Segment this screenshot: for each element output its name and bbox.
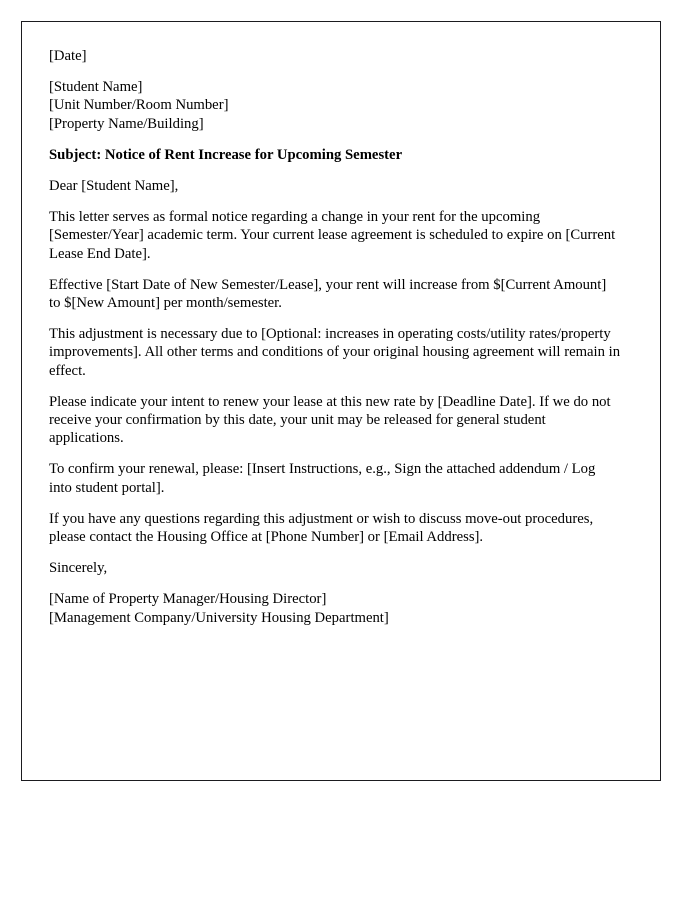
paragraph-renewal-instructions: To confirm your renewal, please: [Insert Instructions, e.g., Sign the attached addendum / Log into student portal]. xyxy=(49,461,596,496)
signature-block xyxy=(49,590,621,626)
paragraph-lease-expiration-notice: This letter serves as formal notice regarding a change in your rent for the upcoming [Semester/Year] academic term. Your current lease agreement is scheduled to expire on [Current Lease End Date]. xyxy=(49,209,616,262)
paragraph-adjustment-reason: This adjustment is necessary due to [Optional: increases in operating costs/utility rates/property improvements]. All other terms and conditions of your original housing agreement will remain in effect. xyxy=(49,326,621,379)
recipient-line-property-name: [Property Name/Building] xyxy=(49,115,204,132)
recipient-address-block xyxy=(49,78,621,133)
date-line: [Date] xyxy=(49,48,87,64)
letter-content xyxy=(49,47,621,627)
signature-line-company-name: [Management Company/University Housing Department] xyxy=(49,609,389,626)
paragraph-renewal-deadline: Please indicate your intent to renew your lease at this new rate by [Deadline Date]. If we do not receive your confirmation by this date, your unit may be released for general student applications. xyxy=(49,393,611,447)
paragraph-rent-increase-amount: Effective [Start Date of New Semester/Lease], your rent will increase from $[Current Amount] to $[New Amount] per month/semester. xyxy=(49,276,607,312)
closing-line: Sincerely, xyxy=(49,560,108,577)
recipient-line-unit-number: [Unit Number/Room Number] xyxy=(49,97,229,114)
salutation-line: Dear [Student Name], xyxy=(49,178,179,195)
signature-line-manager-name: [Name of Property Manager/Housing Director] xyxy=(49,591,327,608)
document-page-border xyxy=(21,21,661,781)
subject-line: Subject: Notice of Rent Increase for Upcoming Semester xyxy=(49,146,403,163)
recipient-line-student-name: [Student Name] xyxy=(49,79,143,96)
paragraph-contact-information: If you have any questions regarding this adjustment or wish to discuss move-out procedures, please contact the Housing Office at [Phone Number] or [Email Address]. xyxy=(49,510,594,546)
